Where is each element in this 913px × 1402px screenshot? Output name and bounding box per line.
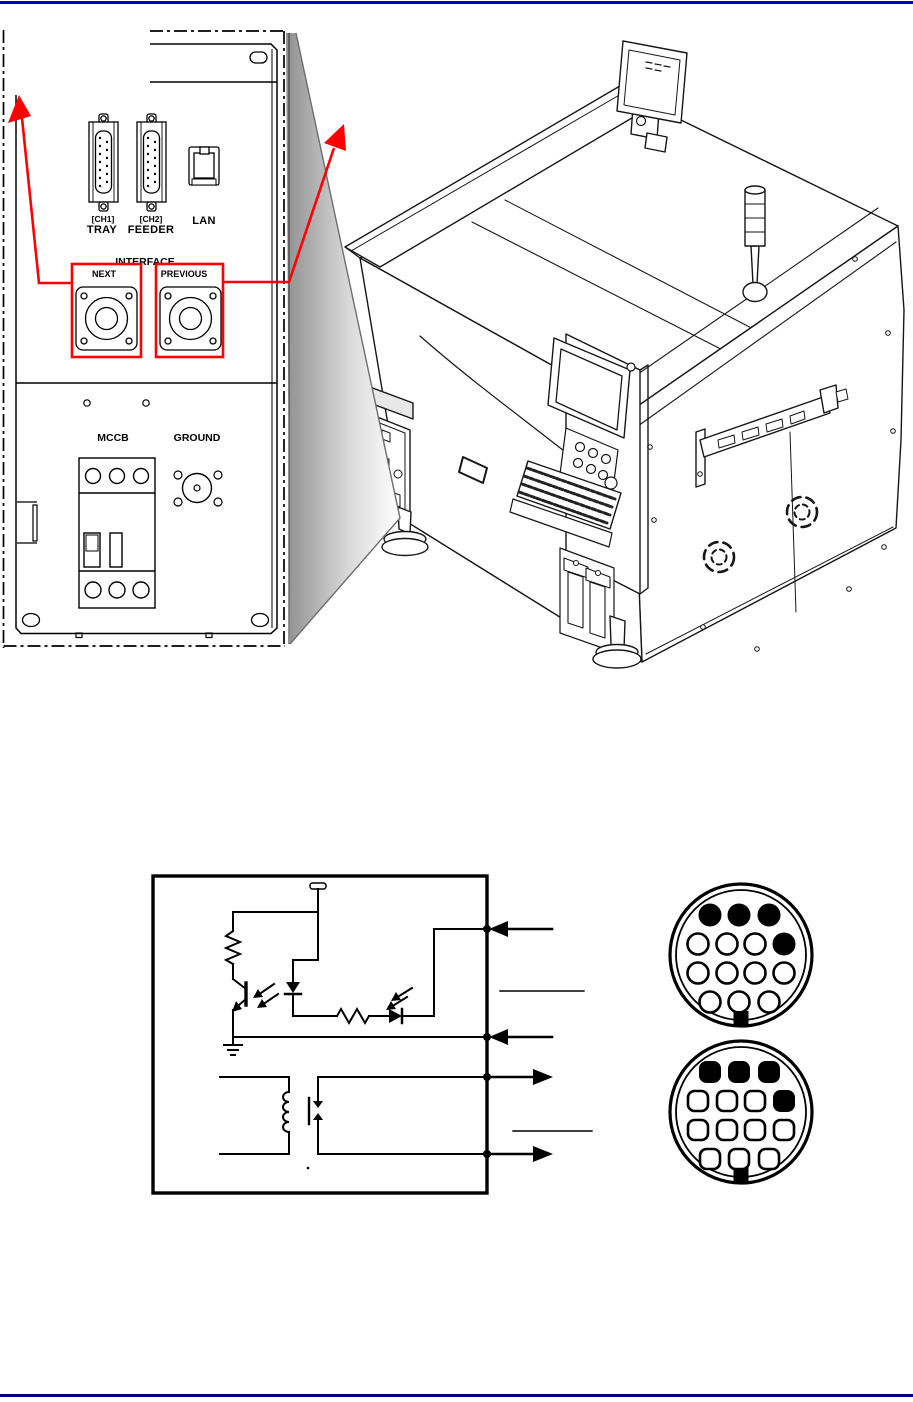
pinout-connector-b [670,1041,812,1183]
label-previous: PREVIOUS [160,269,208,279]
mccb-breaker [79,458,155,608]
pin-filled [774,934,795,955]
pin-open [717,1120,737,1140]
pin-open [759,992,780,1013]
pin-open [774,1120,794,1140]
label-ch1-tag: [CH1] [91,214,115,224]
key-notch-a [734,1011,749,1025]
pin-open [688,1091,708,1111]
callout-leader-left [22,118,72,283]
relay-circuit [220,1077,487,1154]
panel-callout-drawing [4,30,286,648]
pin-filled [759,1062,779,1082]
label-lan: LAN [192,215,216,227]
feeder-connector-ch2 [137,114,166,211]
pin-open [688,1120,708,1140]
input-signal-arrows [489,921,552,1045]
label-interface: INTERFACE [115,256,175,268]
pin-open [688,934,709,955]
previous-connector [160,287,221,350]
pin-open [688,963,709,984]
pin-open [729,1149,749,1169]
pinout-connector-a [670,884,812,1026]
pin-filled [729,1062,749,1082]
pin-open [729,992,750,1013]
top-rule [0,1,913,4]
label-feeder: FEEDER [127,224,175,236]
label-mccb: MCCB [97,432,129,444]
connector-pinouts [670,884,812,1183]
pin-open [717,934,738,955]
bottom-rule [0,1394,913,1397]
ground-symbol-icon [224,1037,242,1055]
pin-open [745,1120,765,1140]
pin-open [745,1091,765,1111]
label-tray: TRAY [86,224,118,236]
label-next: NEXT [91,269,117,279]
pin-open [700,992,721,1013]
pin-open [717,1091,737,1111]
pin-open [745,934,766,955]
pin-filled [700,1062,720,1082]
pin-open [700,1149,720,1169]
key-notch-b [734,1168,749,1182]
led-emission-arrows-icon [386,988,412,1010]
tray-connector-ch1 [89,114,118,211]
schematic-box [153,876,487,1193]
ground-terminal [174,471,222,506]
lan-port [189,147,219,185]
pin-filled [759,905,780,926]
label-ground: GROUND [173,432,221,444]
output-signal-arrows [490,1069,553,1162]
pin-open [759,1149,779,1169]
pin-filled [729,905,750,926]
arrowhead-left-icon [8,95,31,123]
interface-circuit-schematic [153,876,592,1193]
machine-isometric-drawing [338,41,904,668]
pin-open [745,963,766,984]
pin-filled [700,905,721,926]
label-ch2-tag: [CH2] [139,214,163,224]
arrowhead-right-icon [324,124,346,151]
pin-open [774,963,795,984]
pin-filled [774,1091,794,1111]
pin-open [717,963,738,984]
opto-light-arrows-icon [253,984,278,1008]
next-connector [76,287,137,350]
